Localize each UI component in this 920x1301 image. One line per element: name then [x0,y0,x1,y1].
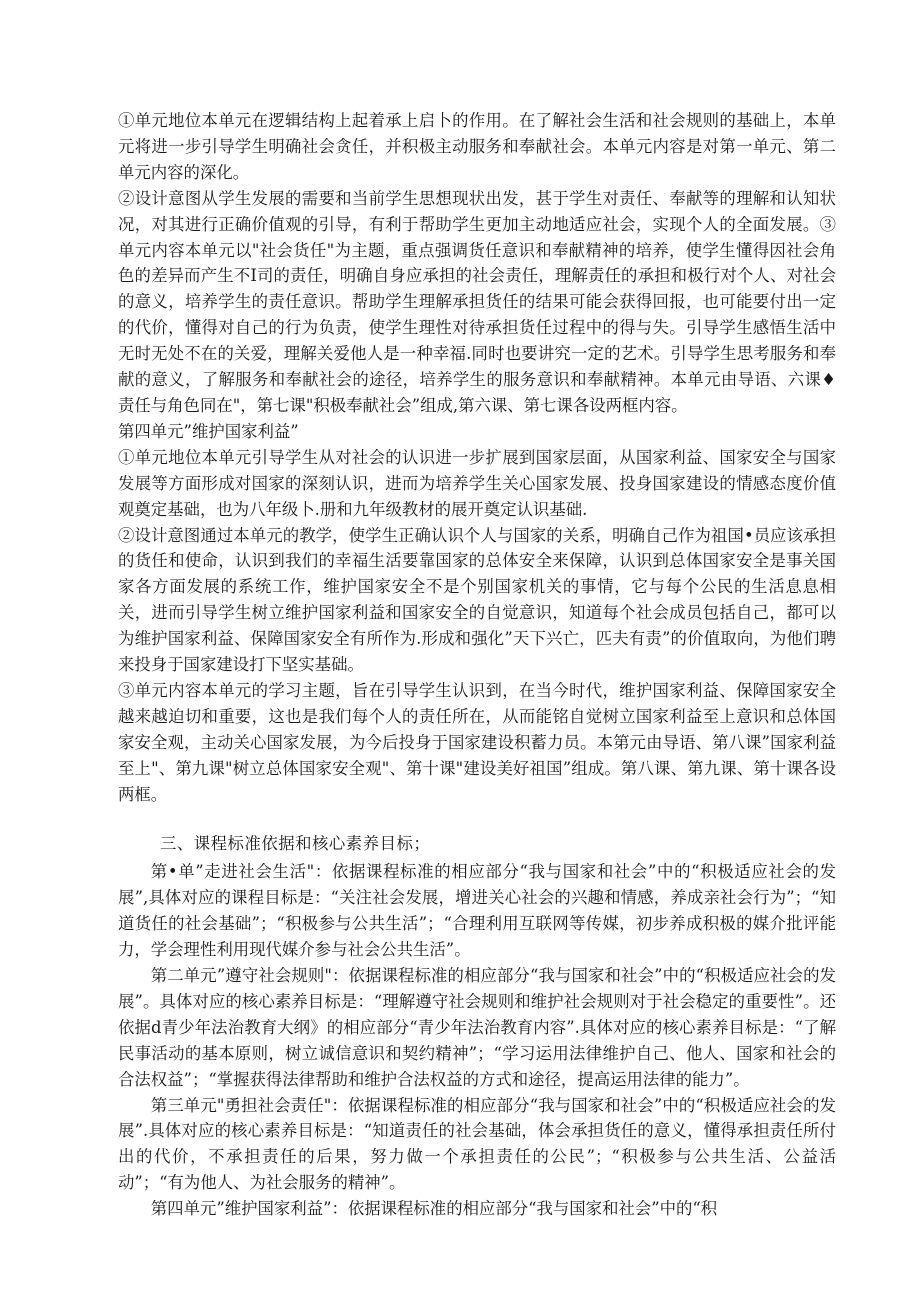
paragraph-unit3-position: ①单元地位本单元在逻辑结构上起着承上启卜的作用。在了解社会生活和社会规则的基础上，本单元将进一步引导学生明确社会贪任，并积极主动服务和奉献社会。本单元内容是对第一单元、第二单元内容的深化。 [118,111,836,182]
paragraph-unit4-title: 第四单元”维护国家利益” [118,421,299,441]
paragraph-unit4-position: ①单元地位本单元引导学生从对社会的认识进一步扩展到国家层面，从国家利益、国家安全与国家发展等方面形成对国家的深刻认识，进而为培养学生关心国家发展、投身国家建设的情感态度价值观奠定基础，也为八年级卜.册和九年级教材的展开奠定认识基础. [118,447,836,519]
paragraph-standard-unit1: 第•单”走进社会生活"：依据课程标准的相应部分“我与国家和社会”中的“积极适应社会的发展”,具体对应的课程目标是：“关注社会发展，增进关心社会的兴趣和情感，养成亲社会行为”；“知道货任的社会基础”；“积极参与公共生活”；“合理利用互联网等传媒，初步养成积极的媒介批评能力，学会理性利用现代媒介参与社会公共生活”。 [118,862,836,960]
paragraph-standard-unit2: 第二单元”遵守社会规则"：依据课程标准的相应部分“我与国家和社会”中的“积极适应社会的发展”。具体对应的核心素养目标是：“理解遵守社会规则和维护社会规则对于社会稳定的重要性”。还依据d青少年法治教育大纲》的相应部分“青少年法治教育内容”.具体对应的核心素养目标是：“了解民事活动的基本原则，树立诚信意识和契约精神”；“学习运用法律维护自己、他人、国家和社会的合法权益”；“掌握获得法律帮助和维护合法权益的方式和途径，提高运用法律的能力”。 [118,966,836,1089]
paragraph-standard-unit4: 第四单元”维护国家利益”：依据课程标准的相应部分“我与国家和社会”中的“积 [150,1199,718,1219]
paragraph-unit4-design: ②设计意图通过本单元的教学，使学生正确认识个人与国家的关系，明确自己作为祖国•员应该承担的货任和使命，认识到我们的幸福生活要靠国家的总体安全来保障，认识到总体国家安全是事关国家各方面发展的系统工作，维护国家安全不是个别国家机关的事情，它与每个公民的生活息息相关，进而引导学生树立维护国家利益和国家安全的自觉意识，知道每个社会成员包括自己，都可以为维护国家利益、保障国家安全有所作为.形成和强化”天下兴亡，匹夫有责”的价值取向，为他们聘来投身于国家建设打下坚实基础。 [118,525,836,675]
paragraph-unit3-design-and-content: ②设计意图从学生发展的需要和当前学生思想现状出发，甚于学生对责任、奉献等的理解和认知状况，对其进行正确价值观的引导，有利于帮助学生更加主动地适应社会，实现个人的全面发展。③单元内容本单元以"社会货任"为主题，重点强调货任意识和奉献精神的培养，使学生懂得因社会角色的差异而产生不I司的责任，明确自身应承担的社会责任，理解责任的承担和极行对个人、对社会的意义，培养学生的责任意识。帮助学生理解承担货任的结果可能会获得回报，也可能要付出一定的代价，懂得对自己的行为负责，使学生理性对待承担货任过程中的得与失。引导学生感悟生活中无时无处不在的关爱，理解关爱他人是一种幸福.同时也要讲究一定的艺术。引导学生思考服务和奉献的意义，了解服务和奉献社会的途径，培养学生的服务意识和奉献精神。本单元由导语、六课♦责任与角色同在"，第七课"积极奉献社会”组成,第六课、第七课各设两框内容。 [118,188,836,415]
section-heading: 三、课程标准依据和核心素养目标； [160,834,431,854]
paragraph-unit4-content: ③单元内容本单元的学习主题，旨在引导学生认识到，在当今时代，维护国家利益、保障国家安全越来越迫切和重要，这也是我们每个人的责任所在，从而能铭自觉树立国家利益至上意识和总体国家安全观，主动关心国家发展，为今后投身于国家建设积蓄力员。本第元由导语、第八课”国家利益至上"、第九课"树立总体国家安全观"、第十课"建设美好祖国”组成。第八课、第九课、第十课各设两框。 [118,680,836,804]
paragraph-standard-unit3: 第三单元"勇担社会责任"：依据课程标准的相应部分“我与国家和社会”中的“积极适应社会的发展”.具体对应的核心素养目标是：“知道责任的社会基础，体会承担货任的意义，懂得承担责任所付出的代价，不承担责任的后果，努力做一个承担责任的公民”；“积极参与公共生活、公益活动”；“有为他人、为社会服务的精神”。 [118,1095,836,1193]
